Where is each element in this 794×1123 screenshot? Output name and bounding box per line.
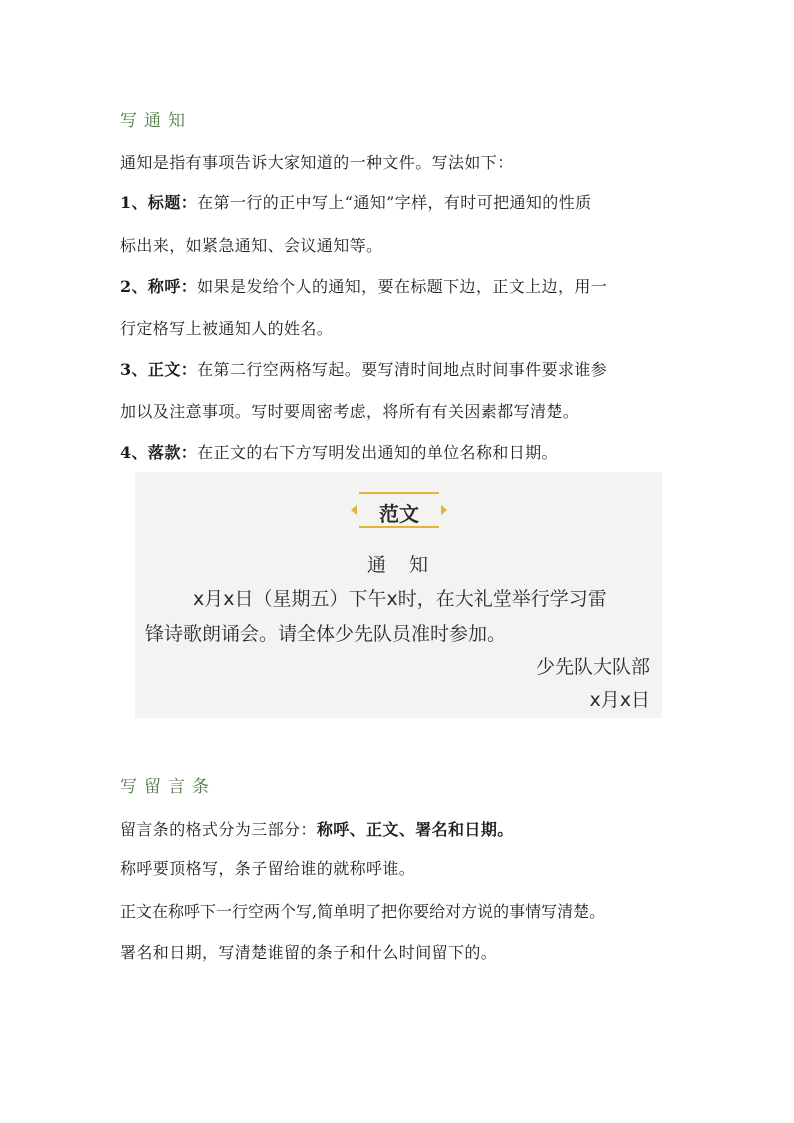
example-title: 通 知: [366, 554, 430, 576]
message-format-prefix: 留言条的格式分为三部分：: [120, 820, 317, 839]
item-title-text: 在第一行的正中写上“通知”字样，有时可把通知的性质: [197, 193, 592, 212]
example-body-line2: 锋诗歌朗诵会。请全体少先队员准时参加。: [145, 623, 507, 645]
item-body-label: 3、正文：: [120, 360, 198, 379]
item-salutation-label: 2、称呼：: [120, 277, 198, 296]
item-title-line1: [120, 190, 592, 213]
section-title-notice: 写通知: [120, 111, 192, 131]
badge-rule-bottom: [359, 526, 439, 528]
badge-label: 范文: [379, 502, 419, 526]
item-title-line2: 标出来，如紧急通知、会议通知等。: [120, 236, 383, 255]
example-notice-box: [135, 472, 662, 718]
item-salutation-line2: 行定格写上被通知人的姓名。: [120, 319, 334, 338]
example-badge: [353, 492, 445, 528]
example-signature: 少先队大队部: [535, 656, 650, 678]
badge-arrow-right-icon: [441, 505, 447, 515]
item-signature-text: 在正文的右下方写明发出通知的单位名称和日期。: [197, 443, 558, 462]
item-signature-label: 4、落款：: [120, 443, 198, 462]
item-salutation-line1: [120, 274, 607, 297]
example-body-line1: x月x日（星期五）下午x时，在大礼堂举行学习雷: [193, 588, 607, 610]
badge-rule-top: [359, 492, 439, 494]
message-format: [120, 817, 514, 840]
example-date: x月x日: [589, 689, 650, 711]
item-body-line2: 加以及注意事项。写时要周密考虑，将所有有关因素都写清楚。: [120, 402, 580, 421]
item-title-label: 1、标题：: [120, 193, 198, 212]
item-body-line1: [120, 357, 607, 380]
message-para-signature: 署名和日期，写清楚谁留的条子和什么时间留下的。: [120, 943, 498, 962]
item-signature-line1: [120, 440, 558, 463]
section-title-message: 写留言条: [120, 777, 216, 797]
item-body-text: 在第二行空两格写起。要写清时间地点时间事件要求谁参: [197, 360, 608, 379]
message-para-body: 正文在称呼下一行空两个写,简单明了把你要给对方说的事情写清楚。: [120, 902, 606, 921]
notice-intro: 通知是指有事项告诉大家知道的一种文件。写法如下：: [120, 153, 514, 172]
message-format-parts: 称呼、正文、署名和日期。: [316, 820, 514, 839]
item-salutation-text: 如果是发给个人的通知，要在标题下边，正文上边，用一: [197, 277, 608, 296]
message-para-salutation: 称呼要顶格写，条子留给谁的就称呼谁。: [120, 859, 416, 878]
